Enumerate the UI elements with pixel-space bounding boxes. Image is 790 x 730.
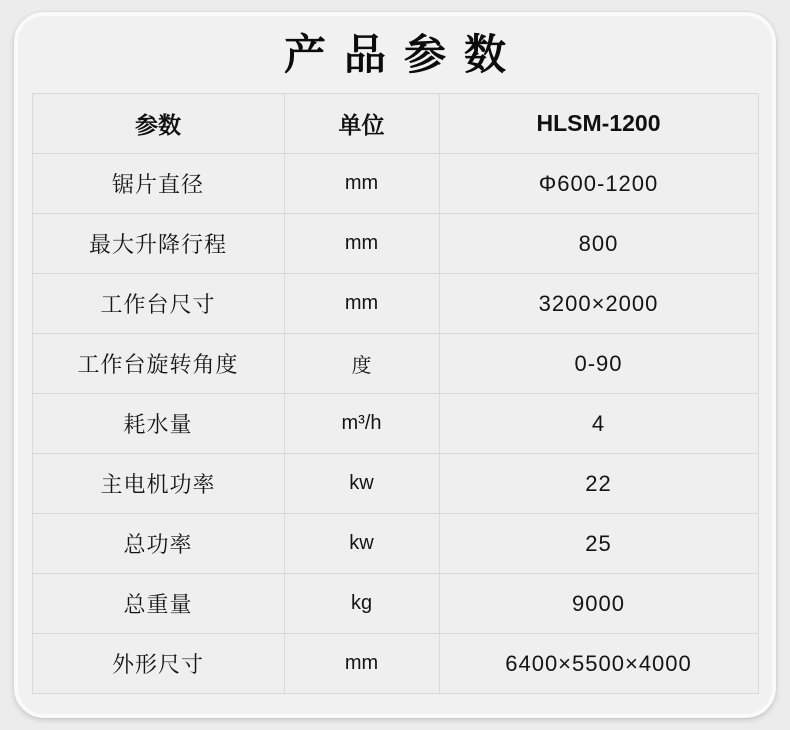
param-unit-cell: kw: [284, 454, 439, 514]
param-unit-cell: mm: [284, 154, 439, 214]
param-name-cell: 外形尺寸: [32, 634, 284, 694]
product-params-card: [14, 12, 776, 718]
param-value-cell: 9000: [439, 574, 758, 634]
table-header-row: [32, 94, 758, 154]
param-unit-cell: mm: [284, 634, 439, 694]
params-table: [32, 93, 759, 694]
param-name-cell: 总重量: [32, 574, 284, 634]
param-value-cell: Φ600-1200: [439, 154, 758, 214]
page-title: 产品参数: [283, 31, 524, 78]
param-value-cell: 25: [439, 514, 758, 574]
header-unit: 单位: [284, 94, 439, 154]
param-value-cell: 22: [439, 454, 758, 514]
param-value-cell: 0-90: [439, 334, 758, 394]
param-name-cell: 最大升降行程: [32, 214, 284, 274]
table-row: [32, 394, 758, 454]
param-name-cell: 耗水量: [32, 394, 284, 454]
param-value-cell: 800: [439, 214, 758, 274]
header-model: HLSM-1200: [439, 94, 758, 154]
param-name-cell: 总功率: [32, 514, 284, 574]
param-unit-cell: m³/h: [284, 394, 439, 454]
param-unit-cell: mm: [284, 274, 439, 334]
table-row: [32, 154, 758, 214]
table-row: [32, 454, 758, 514]
param-value-cell: 4: [439, 394, 758, 454]
table-row: [32, 634, 758, 694]
param-unit-cell: 度: [284, 334, 439, 394]
param-name-cell: 工作台尺寸: [32, 274, 284, 334]
table-row: [32, 214, 758, 274]
param-unit-cell: mm: [284, 214, 439, 274]
params-table-body: [32, 154, 758, 694]
table-row: [32, 514, 758, 574]
param-name-cell: 工作台旋转角度: [32, 334, 284, 394]
table-row: [32, 334, 758, 394]
param-unit-cell: kg: [284, 574, 439, 634]
header-parameter: 参数: [32, 94, 284, 154]
param-unit-cell: kw: [284, 514, 439, 574]
param-value-cell: 6400×5500×4000: [439, 634, 758, 694]
table-row: [32, 274, 758, 334]
param-value-cell: 3200×2000: [439, 274, 758, 334]
param-name-cell: 主电机功率: [32, 454, 284, 514]
table-row: [32, 574, 758, 634]
param-name-cell: 锯片直径: [32, 154, 284, 214]
